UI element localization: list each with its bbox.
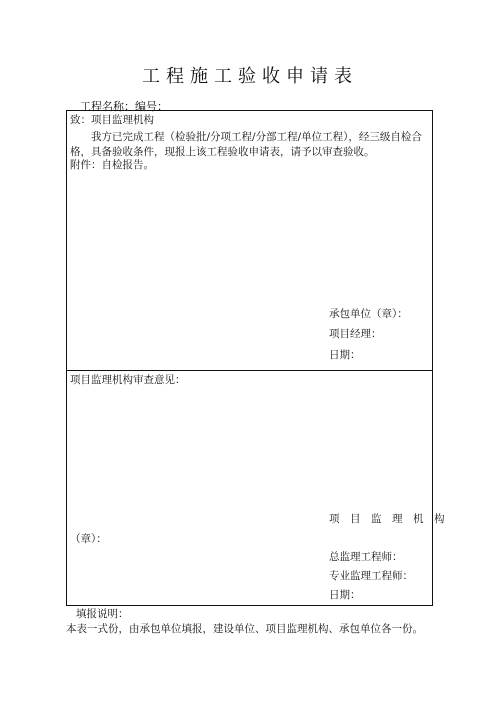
- project-manager-field: 项目经理：: [329, 328, 382, 340]
- attachment-line: 附件：自检报告。: [70, 159, 154, 171]
- review-opinion-heading: 项目监理机构审查意见：: [70, 374, 186, 386]
- notes-heading: 填报说明：: [76, 608, 129, 620]
- project-name-and-number-line: 工程名称：编号：: [80, 100, 168, 113]
- section-divider: [67, 370, 432, 371]
- supervision-seal-field: （章）：: [70, 533, 107, 545]
- application-body-text: 我方已完成工程（检验批/分项工程/分部工程/单位工程），经三级自检合格，具备验收条件，现报上该工程验收申请表，请予以审查验收。: [70, 131, 422, 158]
- section1-date-field: 日期：: [329, 349, 361, 361]
- form-title: 工程施工验收申请表: [142, 66, 358, 87]
- chief-engineer-field: 总监理工程师：: [329, 551, 403, 563]
- specialist-engineer-field: 专业监理工程师：: [329, 570, 413, 582]
- supervision-org-line: 项 目 监 理 机 构: [329, 513, 445, 525]
- form-table: [66, 110, 445, 606]
- notes-text: 本表一式份，由承包单位填报，建设单位、项目监理机构、承包单位各一份。: [66, 623, 423, 635]
- section2-date-field: 日期：: [329, 589, 361, 601]
- contractor-seal-field: 承包单位（章）：: [329, 308, 408, 320]
- addressee-line: 致：项目监理机构: [70, 114, 154, 126]
